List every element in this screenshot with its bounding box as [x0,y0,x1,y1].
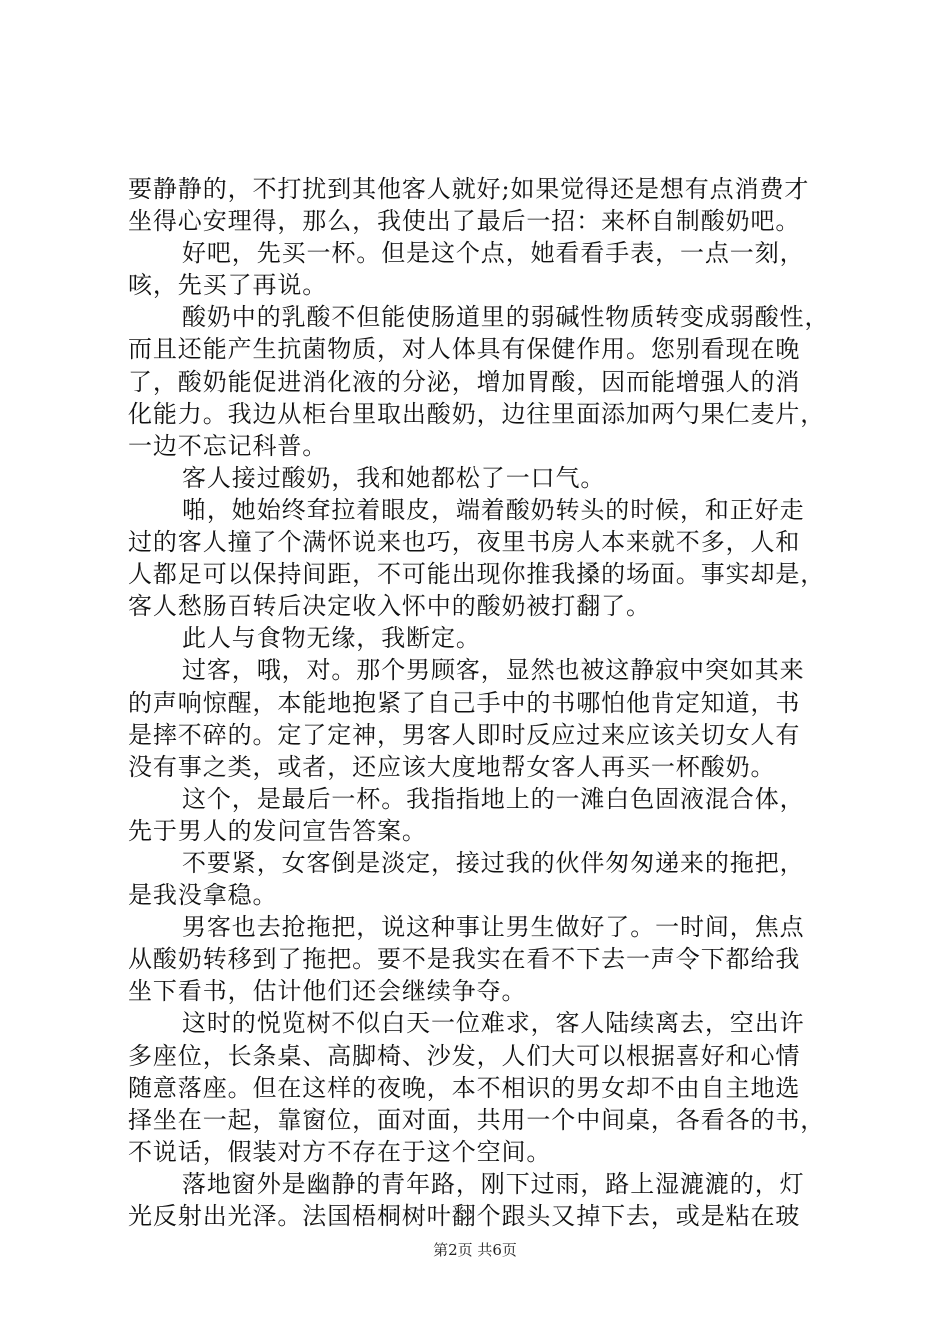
text-line: 过的客人撞了个满怀说来也巧，夜里书房人本来就不多，人和 [128,528,801,557]
document-body [128,173,828,1232]
text-line: 是我没拿稳。 [128,881,278,910]
text-line: 从酸奶转移到了拖把。要不是我实在看不下去一声令下都给我 [128,945,801,974]
text-line: 这个，是最后一杯。我指指地上的一滩白色固液混合体， [182,784,805,813]
text-line: 不说话，假装对方不存在于这个空间。 [128,1137,552,1166]
text-line: 没有事之类，或者，还应该大度地帮女客人再买一杯酸奶。 [128,752,776,781]
text-line: 客人愁肠百转后决定收入怀中的酸奶被打翻了。 [128,592,651,621]
text-line: 了，酸奶能促进消化液的分泌，增加胃酸，因而能增强人的消 [128,367,801,396]
text-line: 过客，哦，对。那个男顾客，显然也被这静寂中突如其来 [182,656,805,685]
text-line: 先于男人的发问宣告答案。 [128,816,427,845]
text-line: 好吧，先买一杯。但是这个点，她看看手表，一点一刻， [182,239,805,268]
text-line: 客人接过酸奶，我和她都松了一口气。 [182,463,606,492]
text-line: 坐得心安理得，那么，我使出了最后一招：来杯自制酸奶吧。 [128,207,801,236]
text-line: 人都足可以保持间距，不可能出现你推我搡的场面。事实却是， [128,560,826,589]
text-line: 随意落座。但在这样的夜晚，本不相识的男女却不由自主地选 [128,1073,801,1102]
text-line: 是摔不碎的。定了定神，男客人即时反应过来应该关切女人有 [128,720,801,749]
text-line: 而且还能产生抗菌物质，对人体具有保健作用。您别看现在晚 [128,335,801,364]
text-line: 此人与食物无缘，我断定。 [182,624,481,653]
text-line: 要静静的，不打扰到其他客人就好;如果觉得还是想有点消费才 [128,175,810,203]
text-line: 择坐在一起，靠窗位，面对面，共用一个中间桌，各看各的书， [128,1105,826,1134]
text-line: 不要紧，女客倒是淡定，接过我的伙伴匆匆递来的拖把， [182,848,805,877]
text-line: 多座位，长条桌、高脚椅、沙发，人们大可以根据喜好和心情 [128,1041,801,1070]
text-line: 落地窗外是幽静的青年路，刚下过雨，路上湿漉漉的，灯 [182,1169,805,1198]
text-line: 化能力。我边从柜台里取出酸奶，边往里面添加两勺果仁麦片， [128,399,826,428]
text-line: 酸奶中的乳酸不但能使肠道里的弱碱性物质转变成弱酸性， [182,303,830,332]
page-footer: 第2页 共6页 [433,1241,517,1259]
text-line: 光反射出光泽。法国梧桐树叶翻个跟头又掉下去，或是粘在玻 [128,1202,801,1230]
text-line: 一边不忘记科普。 [128,431,328,460]
text-line: 啪，她始终耷拉着眼皮，端着酸奶转头的时候，和正好走 [182,495,805,524]
text-line: 男客也去抢拖把，说这种事让男生做好了。一时间，焦点 [182,913,805,942]
text-line: 的声响惊醒，本能地抱紧了自己手中的书哪怕他肯定知道，书 [128,688,801,717]
text-line: 这时的悦览树不似白天一位难求，客人陆续离去，空出许 [182,1009,805,1038]
text-line: 咳，先买了再说。 [128,271,328,300]
text-line: 坐下看书，估计他们还会继续争夺。 [128,977,527,1006]
